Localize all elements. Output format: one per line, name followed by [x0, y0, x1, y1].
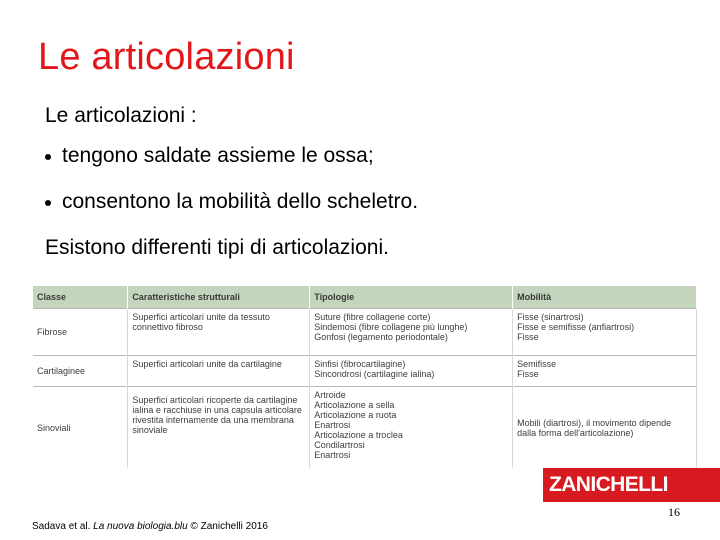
cell-caratteristiche [128, 387, 310, 469]
cell-line: Fisse [517, 369, 539, 379]
intro-line [45, 104, 197, 128]
cell-line: Fisse (sinartrosi) [517, 312, 584, 322]
cell-line: ialina e racchiuse in una capsula articolare [132, 405, 302, 415]
cell-line: Superfici articolari ricoperte da cartilagine [132, 395, 298, 405]
cell-mobilita [513, 387, 697, 469]
cell-line: Sincondrosi (cartilagine ialina) [314, 369, 435, 379]
cell-line: dalla forma dell'articolazione) [517, 427, 634, 438]
cell-classe: Fibrose [33, 309, 128, 356]
credit-book-title: La nuova biologia.blu [93, 521, 188, 532]
cell-line: Gonfosi (legamento periodontale) [314, 332, 448, 342]
cell-line: rivestita internamente da una membrana [132, 415, 294, 425]
cell-line: sinoviale [132, 425, 168, 435]
cell-line: Semifisse [517, 359, 557, 369]
source-credit [32, 521, 268, 532]
cell-line: Sinfisi (fibrocartilagine) [314, 359, 406, 369]
cell-classe: Cartilaginee [33, 356, 128, 387]
cell-tipologie [310, 356, 513, 387]
bullet-text: tengono saldate assieme le ossa; [62, 144, 374, 167]
intro-suffix: : [185, 104, 197, 127]
cell-line: Enartrosi [314, 450, 351, 460]
table-row [33, 356, 697, 387]
header-classe: Classe [33, 286, 128, 309]
logo-text: ZANICHELLI [549, 473, 668, 496]
header-caratteristiche: Caratteristiche strutturali [128, 286, 310, 309]
intro-prefix: Le [45, 104, 75, 127]
table-header-row [33, 286, 697, 309]
cell-mobilita [513, 356, 697, 387]
cell-line: Enartrosi [314, 420, 351, 430]
cell-line: Superfici articolari unite da tessuto [132, 312, 270, 322]
header-mobilita: Mobilità [513, 286, 697, 309]
bullet-list [45, 141, 418, 233]
cell-line: Articolazione a sella [314, 400, 395, 410]
cell-classe: Sinoviali [33, 387, 128, 469]
cell-tipologie [310, 387, 513, 469]
credit-authors: Sadava et al. [32, 521, 94, 532]
cell-line: Articolazione a ruota [314, 410, 397, 420]
cell-line: Fisse e semifisse (anfiartrosi) [517, 322, 635, 332]
bullet-item [45, 141, 418, 187]
cell-line: Articolazione a troclea [314, 430, 403, 440]
cell-line: Condilartrosi [314, 440, 365, 450]
cell-line: Sindemosi (fibre collagene più lunghe) [314, 322, 468, 332]
publisher-logo [543, 468, 720, 502]
cell-line: Fisse [517, 332, 539, 342]
slide-title: Le articolazioni [38, 36, 295, 78]
page-number: 16 [668, 505, 680, 519]
cell-line: Artroide [314, 390, 346, 400]
table-row [33, 387, 697, 469]
credit-copyright: © Zanichelli 2016 [187, 521, 268, 532]
table-row [33, 309, 697, 356]
bullet-dot-icon [45, 200, 51, 206]
cell-line: Mobili (diartrosi), il movimento dipende [517, 417, 672, 428]
cell-mobilita [513, 309, 697, 356]
bullet-dot-icon [45, 154, 51, 160]
lead-text: Esistono differenti tipi di articolazioni. [45, 236, 389, 259]
bullet-item [45, 187, 418, 233]
cell-caratteristiche [128, 356, 310, 387]
intro-keyword: articolazioni [74, 104, 186, 127]
cell-tipologie [310, 309, 513, 356]
joints-table [33, 286, 697, 468]
cell-line: Suture (fibre collagene corte) [314, 312, 431, 322]
cell-line: connettivo fibroso [132, 322, 203, 332]
cell-caratteristiche [128, 309, 310, 356]
bullet-text: consentono la mobilità dello scheletro. [62, 190, 419, 213]
header-tipologie: Tipologie [310, 286, 513, 309]
cell-line: Superfici articolari unite da cartilagine [132, 359, 282, 369]
